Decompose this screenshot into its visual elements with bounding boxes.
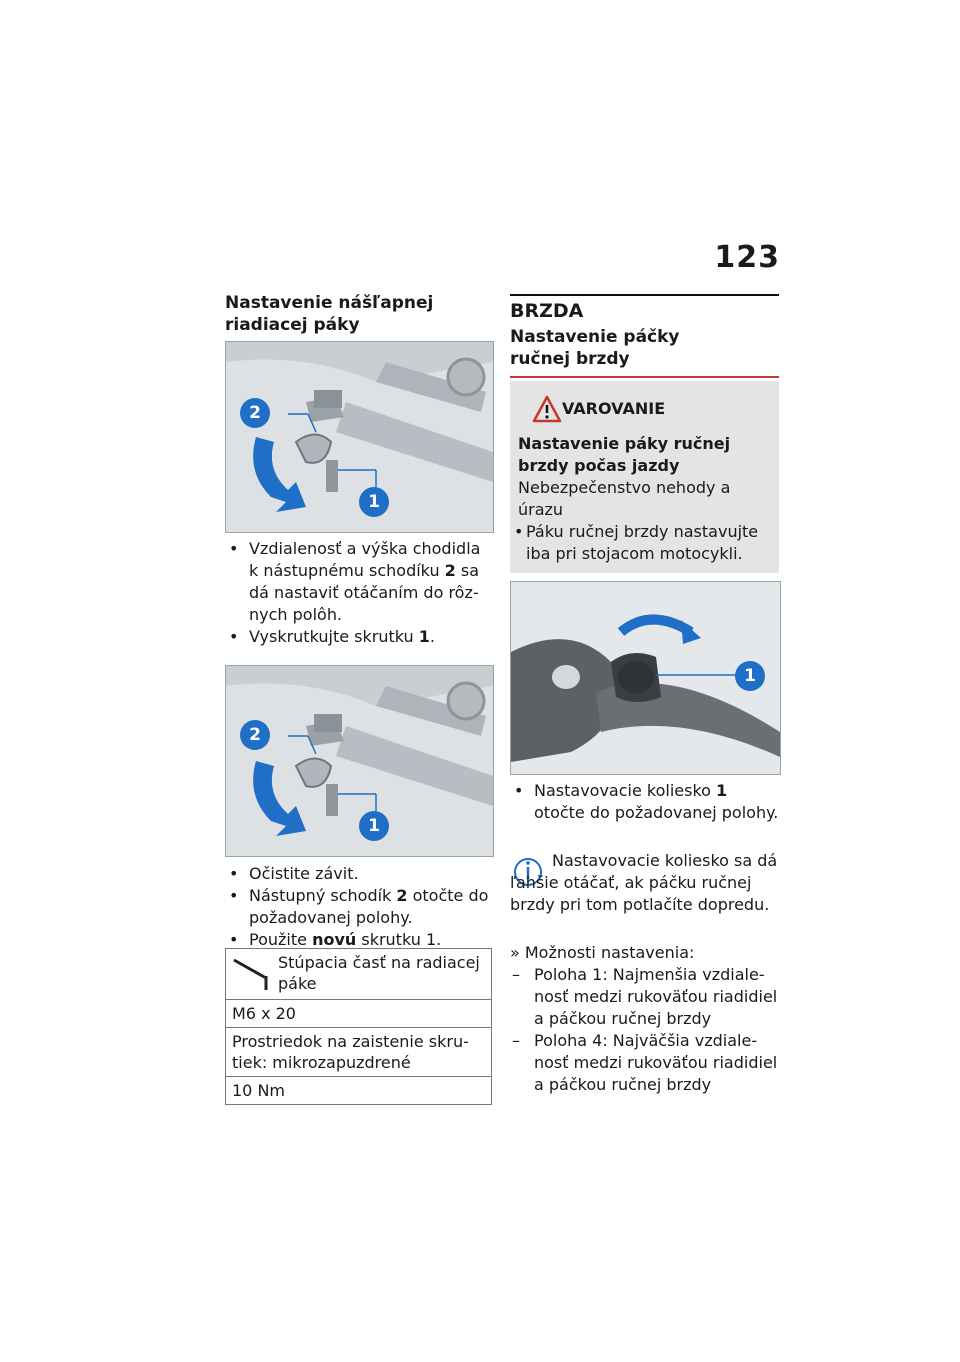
subheading-brake-lever: Nastavenie páčky ručnej brzdy [510,327,680,369]
figure-shift-lever-1 [225,341,494,533]
warning-triangle-icon [532,395,562,423]
list-item: – Poloha 1: Najmenšia vzdiale-nosť medzi rukoväťou riadidiel a páčkou ručnej brzdy [510,964,779,1030]
table-row [226,1000,492,1028]
warning-label: VAROVANIE [562,399,666,418]
warning-box [510,381,779,573]
table-row [226,949,492,1000]
table-row [226,1077,492,1105]
table-row [226,1028,492,1077]
instruction-list-b [225,863,493,951]
warning-title: Nastavenie páky ručnej brzdy počas jazdy [518,434,731,475]
table-header-text: Stúpacia časť na radiacej páke [278,953,480,993]
table-cell: 10 Nm [226,1077,492,1105]
list-item: • Očistite závit. [225,863,493,885]
torque-spec-table [225,948,492,1105]
list-item: • Nástupný schodík 2 otočte do požadovanej polohy. [225,885,493,929]
section-heading-shift-lever: Nastavenie nášľapnej riadiacej páky [225,293,434,335]
callout-marker-1: 1 [359,487,389,517]
page-number: 123 [714,240,780,275]
callout-marker-2: 2 [240,720,270,750]
table-cell: M6 x 20 [226,1000,492,1028]
options-intro: » Možnosti nastavenia: [510,943,695,962]
callout-marker-1: 1 [359,811,389,841]
section-divider [510,294,779,296]
table-header-cell [226,949,492,1000]
list-item: • Vzdialenosť a výška chodidla k nástupnému schodíku 2 sa dá nastaviť otáčaním do rôz-nych polôh. [225,538,493,626]
instruction-list-c [510,780,779,824]
info-note: Nastavovacie koliesko sa dá ľahšie otáčať, ak páčku ručnej brzdy pri tom potlačíte dopredu. [510,851,778,914]
wrench-icon [232,952,272,992]
options-list [510,942,779,1096]
list-item: – Poloha 4: Najväčšia vzdiale-nosť medzi rukoväťou riadidiel a páčkou ručnej brzdy [510,1030,779,1096]
warning-hazard: Nebezpečenstvo nehody a úrazu [518,478,731,519]
figure-brake-lever [510,581,781,775]
figure-shift-lever-2 [225,665,494,857]
list-item: • Vyskrutkujte skrutku 1. [225,626,493,648]
section-title: BRZDA [510,300,584,322]
callout-marker-1: 1 [735,661,765,691]
warning-divider [510,376,779,378]
list-item: • Použite novú skrutku 1. [225,929,493,951]
table-cell: Prostriedok na zaistenie skru-tiek: mikrozapuzdrené [226,1028,492,1077]
instruction-list-a [225,538,493,648]
warning-instruction: • Páku ručnej brzdy nastavujte iba pri stojacom motocykli. [510,521,781,565]
list-item: • Nastavovacie koliesko 1 otočte do požadovanej polohy. [510,780,779,824]
callout-marker-2: 2 [240,398,270,428]
